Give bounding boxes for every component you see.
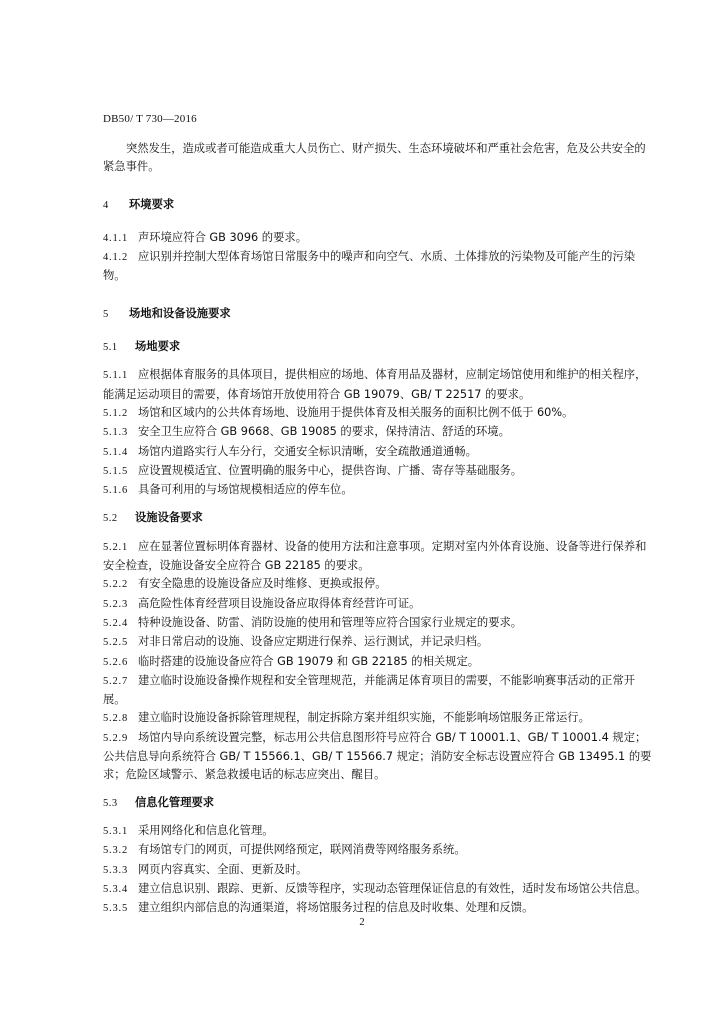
- clause-5-3-4: 5.3.4 建立信息识别、跟踪、更新、反馈等程序，实现动态管理保证信息的有效性，适时发布场馆公共信息。: [103, 881, 647, 895]
- section-5-heading: [103, 305, 655, 324]
- clause-5-3-2: 5.3.2 有场馆专门的网页，可提供网络预定，联网消费等网络服务系统。: [103, 843, 466, 857]
- section-4-heading: [103, 196, 655, 215]
- clause-5-2-2: 5.2.2 有安全隐患的设施设备应及时维修、更换或报停。: [103, 577, 387, 591]
- section-5-title: 场地和设备设施要求: [129, 306, 231, 320]
- section-5-2-heading: [103, 509, 655, 528]
- section-4-number: 4: [103, 199, 109, 211]
- clause-5-3-1: 5.3.1 采用网络化和信息化管理。: [103, 823, 274, 837]
- clause-5-1-1: 5.1.1 应根据体育服务的具体项目，提供相应的场地、体育用品及器材，应制定场馆使用和维护的相关程序，能满足运动项目的需要，体育场馆开放使用符合 GB 19079、GB/ T 22517 的要求。: [103, 368, 647, 401]
- section-5-3-number: 5.3: [103, 797, 118, 809]
- page-number: 2: [359, 917, 365, 928]
- clause-5-1-3: 5.1.3 安全卫生应符合 GB 9668、GB 19085 的要求，保持清洁、舒适的环境。: [103, 425, 510, 439]
- clause-5-3-5: 5.3.5 建立组织内部信息的沟通渠道，将场馆服务过程的信息及时收集、处理和反馈。: [103, 901, 534, 915]
- section-5-3-title: 信息化管理要求: [135, 795, 215, 809]
- clause-5-2-6: 5.2.6 临时搭建的设施设备应符合 GB 19079 和 GB 22185 的相关规定。: [103, 654, 480, 668]
- clause-4-1-1: 4.1.1 声环境应符合 GB 3096 的要求。: [103, 230, 307, 244]
- document-body: [103, 140, 655, 918]
- clause-4-1-2: 4.1.2 应识别并控制大型体育场馆日常服务中的噪声和向空气、水质、土体排放的污染物及可能产生的污染物。: [103, 250, 636, 283]
- clause-5-2-5: 5.2.5 对非日常启动的设施、设备应定期进行保养、运行测试，并记录归档。: [103, 635, 489, 649]
- clause-5-2-3: 5.2.3 高危险性体育经营项目设施设备应取得体育经营许可证。: [103, 596, 421, 610]
- section-5-2-number: 5.2: [103, 513, 118, 525]
- section-5-3-heading: [103, 794, 655, 813]
- clause-5-2-9: 5.2.9 场馆内导向系统设置完整，标志用公共信息图形符号应符合 GB/ T 10001.1、GB/ T 10001.4 规定；公共信息导向系统符合 GB/ T 15566.1、GB/ T 15566.7 规定；消防安全标志设置应符合 GB 13495.1 的要求；危险区域警示、紧急救援电话的标志应突出、醒目。: [103, 730, 652, 782]
- section-4-title: 环境要求: [129, 197, 175, 211]
- clause-5-2-7: 5.2.7 建立临时设施设备操作规程和安全管理规范，并能满足体育项目的需要，不能影响赛事活动的正常开展。: [103, 673, 636, 707]
- section-5-number: 5: [103, 308, 109, 320]
- clause-5-1-6: 5.1.6 具备可利用的与场馆规模相适应的停车位。: [103, 483, 353, 497]
- intro-paragraph: 突然发生，造成或者可能造成重大人员伤亡、财产损失、生态环境破坏和严重社会危害，危及公共安全的紧急事件。: [103, 142, 646, 174]
- section-5-1-title: 场地要求: [135, 340, 181, 354]
- document-code-header: DB50/ T 730—2016: [103, 113, 197, 125]
- clause-5-2-8: 5.2.8 建立临时设施设备拆除管理规程，制定拆除方案并组织实施，不能影响场馆服务正常运行。: [103, 711, 590, 725]
- section-5-1-number: 5.1: [103, 342, 118, 354]
- clause-5-2-4: 5.2.4 特种设施设备、防雷、消防设施的使用和管理等应符合国家行业规定的要求。: [103, 615, 523, 629]
- clause-5-1-2: 5.1.2 场馆和区域内的公共体育场地、设施用于提供体育及相关服务的面积比例不低于 60%。: [103, 405, 574, 419]
- clause-5-3-3: 5.3.3 网页内容真实、全面、更新及时。: [103, 862, 308, 876]
- clause-5-1-5: 5.1.5 应设置规模适宜、位置明确的服务中心，提供咨询、广播、寄存等基础服务。: [103, 463, 523, 477]
- section-5-1-heading: [103, 338, 655, 357]
- section-5-2-title: 设施设备要求: [135, 511, 203, 525]
- clause-5-2-1: 5.2.1 应在显著位置标明体育器材、设备的使用方法和注意事项。定期对室内外体育设施、设备等进行保养和安全检查，设施设备安全应符合 GB 22185 的要求。: [103, 539, 647, 573]
- clause-5-1-4: 5.1.4 场馆内道路实行人车分行，交通安全标识清晰，安全疏散通道通畅。: [103, 444, 477, 458]
